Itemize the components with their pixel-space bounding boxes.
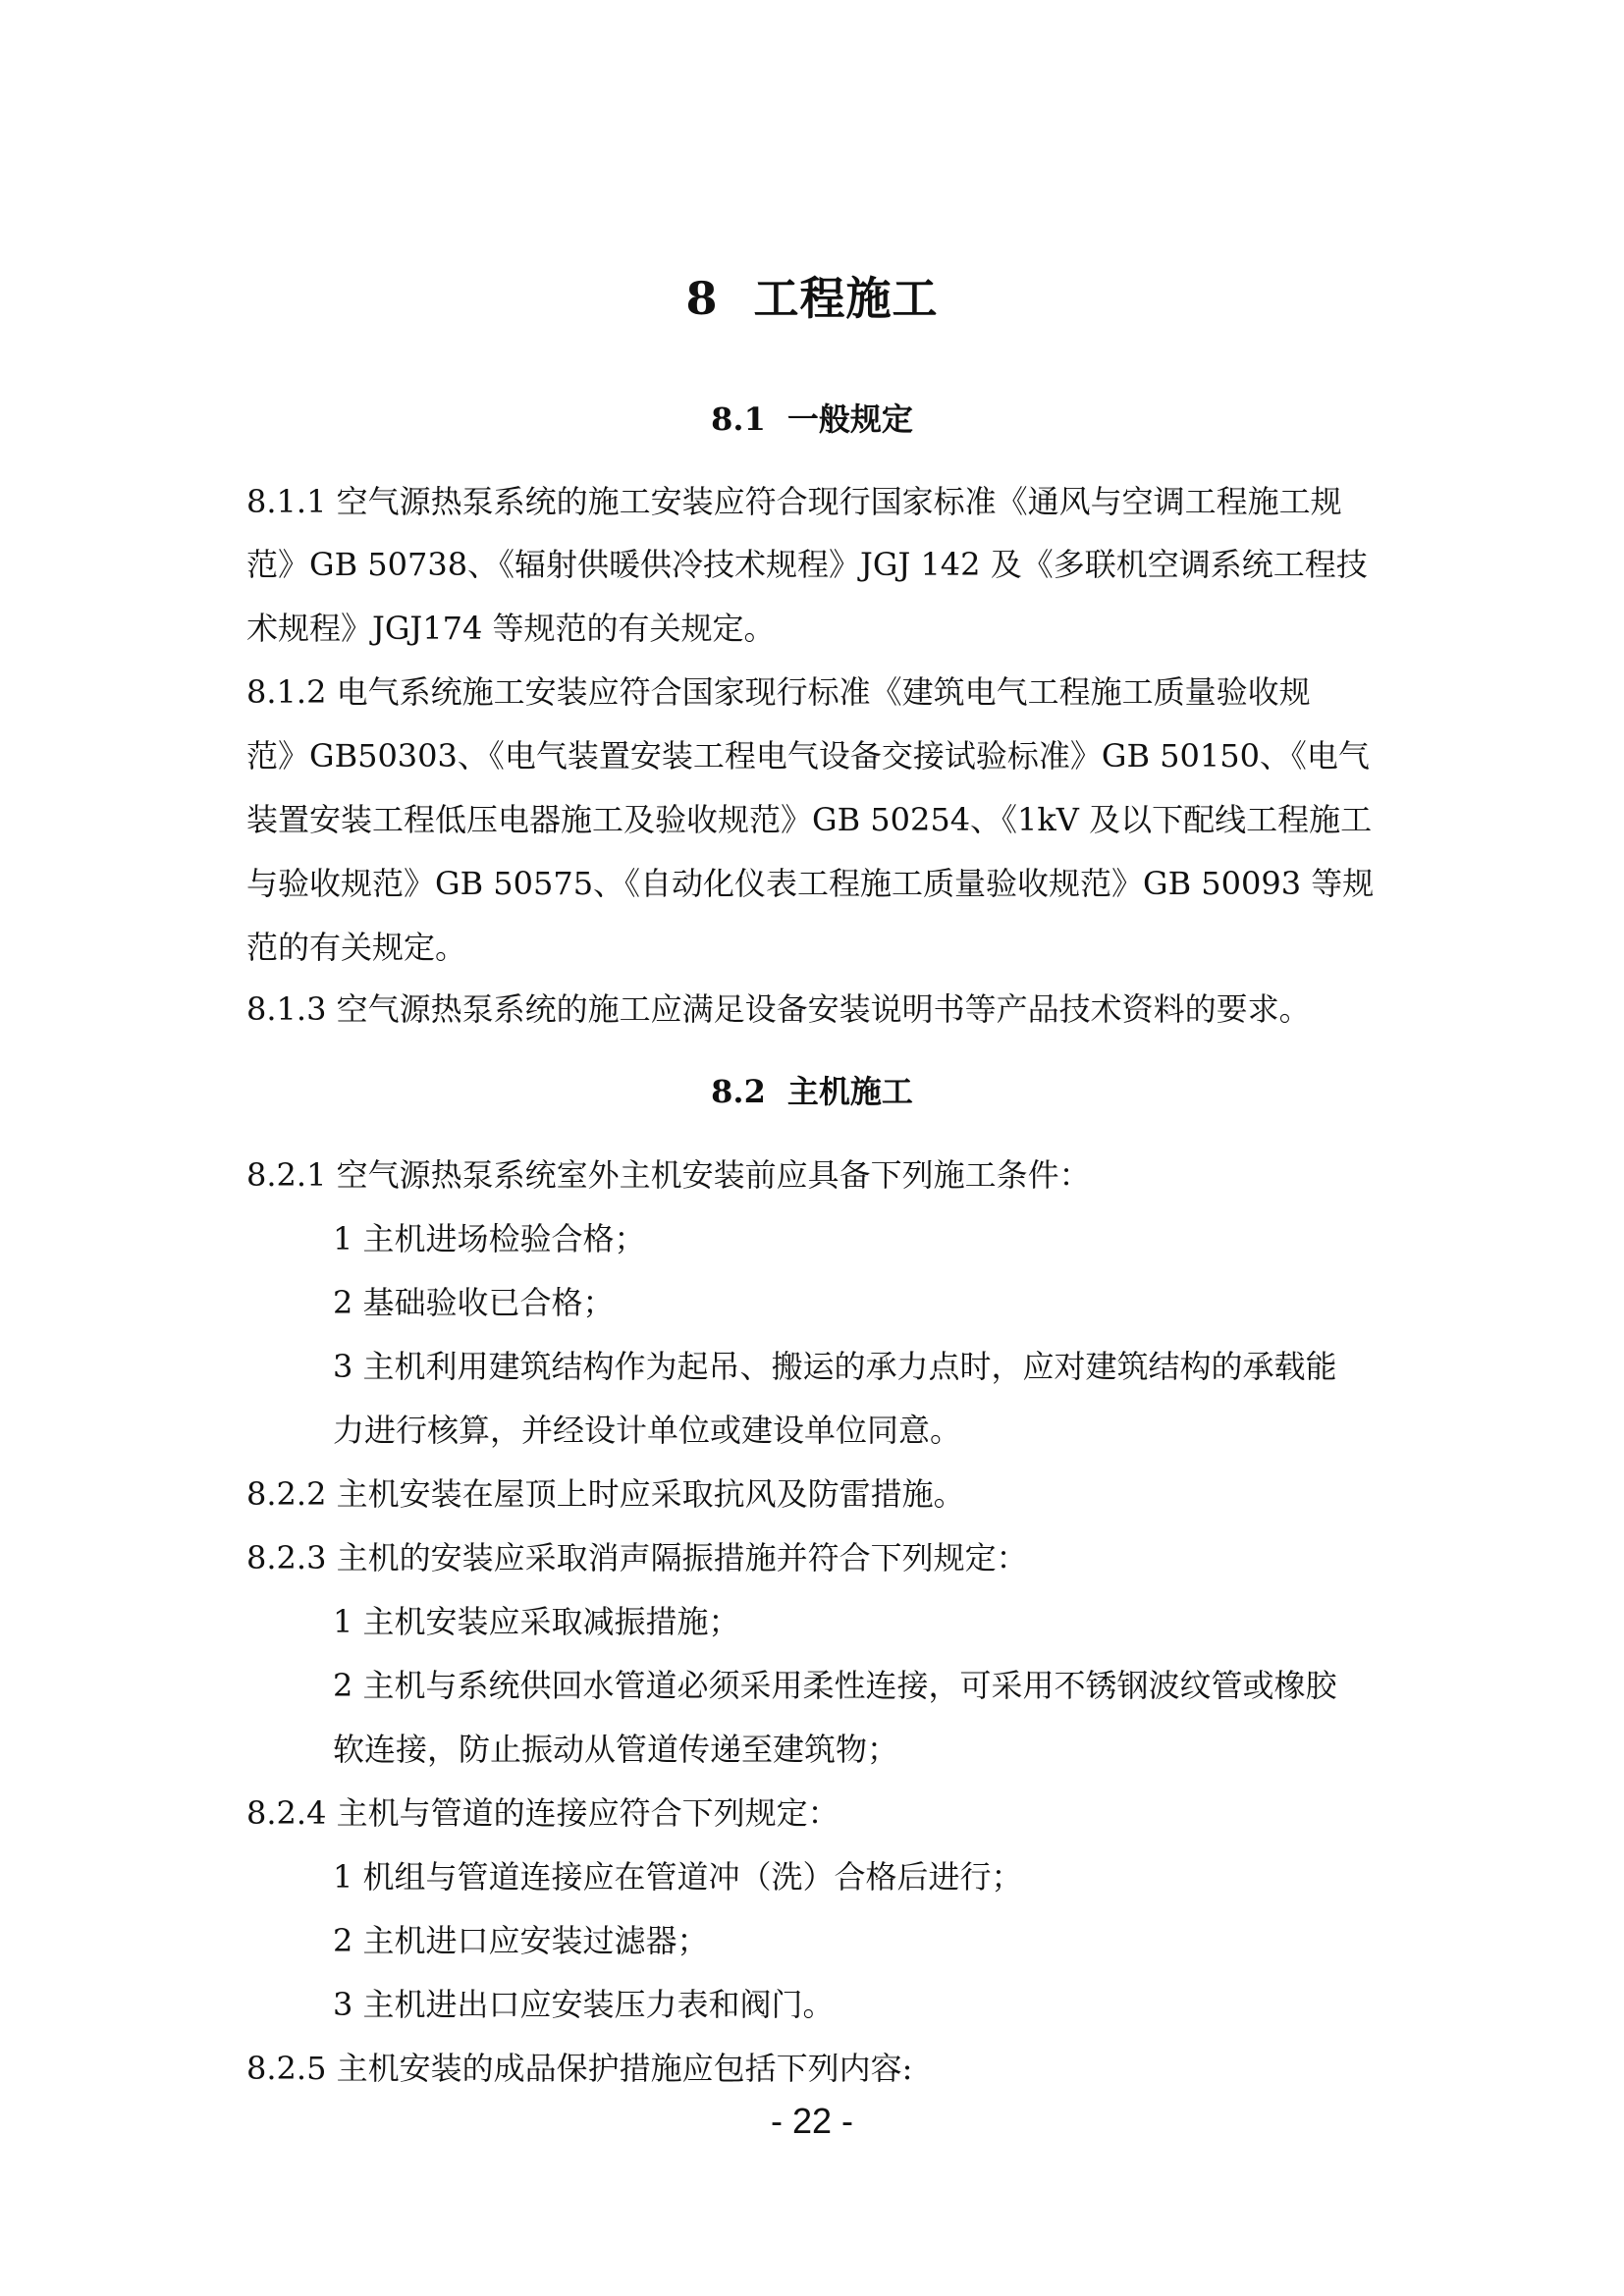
page-number: - 22 - — [770, 2101, 854, 2141]
chapter-heading — [0, 263, 1624, 328]
clause-8-1-2-line-3: 装置安装工程低压电器施工及验收规范》GB 50254、《1kV 及以下配线工程施工 — [246, 801, 1373, 838]
clause-8-2-5-line-1: 8.2.5 主机安装的成品保护措施应包括下列内容: — [246, 2050, 913, 2087]
list-item: 2 主机与系统供回水管道必须采用柔性连接，可采用不锈钢波纹管或橡胶 — [333, 1667, 1337, 1704]
clause-8-1-2-line-2: 范》GB50303、《电气装置安装工程电气设备交接试验标准》GB 50150、《电气 — [246, 737, 1370, 774]
section-title: 一般规定 — [786, 400, 913, 438]
list-item: 3 主机利用建筑结构作为起吊、搬运的承力点时，应对建筑结构的承载能 — [333, 1348, 1337, 1385]
clause-8-1-1-line-3: 术规程》JGJ174 等规范的有关规定。 — [246, 610, 776, 647]
clause-8-1-1-line-1: 8.1.1 空气源热泵系统的施工安装应符合现行国家标准《通风与空调工程施工规 — [246, 483, 1342, 520]
list-item: 3 主机进出口应安装压力表和阀门。 — [333, 1986, 835, 2023]
section-heading-8-1 — [0, 395, 1624, 440]
clause-8-1-1-line-2: 范》GB 50738、《辐射供暖供冷技术规程》JGJ 142 及《多联机空调系统工程技 — [246, 546, 1368, 583]
list-item: 1 主机进场检验合格； — [333, 1220, 646, 1257]
list-item-continuation: 软连接，防止振动从管道传递至建筑物； — [333, 1731, 899, 1768]
section-title: 主机施工 — [786, 1073, 913, 1110]
list-item: 2 主机进口应安装过滤器； — [333, 1922, 709, 1959]
clause-8-2-3-line-1: 8.2.3 主机的安装应采取消声隔振措施并符合下列规定： — [246, 1539, 1028, 1576]
clause-8-2-1-line-1: 8.2.1 空气源热泵系统室外主机安装前应具备下列施工条件： — [246, 1156, 1091, 1194]
list-item-continuation: 力进行核算，并经设计单位或建设单位同意。 — [333, 1412, 962, 1449]
list-item: 2 基础验收已合格； — [333, 1284, 615, 1321]
clause-8-2-4-line-1: 8.2.4 主机与管道的连接应符合下列规定： — [246, 1794, 839, 1832]
chapter-number: 8 — [685, 272, 719, 325]
list-item: 1 机组与管道连接应在管道冲（洗）合格后进行； — [333, 1858, 1023, 1896]
section-heading-8-2 — [0, 1067, 1624, 1112]
clause-8-1-3-line-1: 8.1.3 空气源热泵系统的施工应满足设备安装说明书等产品技术资料的要求。 — [246, 990, 1311, 1028]
section-number: 8.1 — [711, 400, 766, 438]
clause-8-2-2-line-1: 8.2.2 主机安装在屋顶上时应采取抗风及防雷措施。 — [246, 1475, 965, 1513]
clause-8-1-2-line-1: 8.1.2 电气系统施工安装应符合国家现行标准《建筑电气工程施工质量验收规 — [246, 673, 1311, 711]
chapter-title: 工程施工 — [753, 272, 939, 325]
clause-8-1-2-line-4: 与验收规范》GB 50575、《自动化仪表工程施工质量验收规范》GB 50093 等规 — [246, 865, 1375, 902]
clause-8-1-2-line-5: 范的有关规定。 — [246, 929, 467, 966]
section-number: 8.2 — [711, 1073, 766, 1110]
list-item: 1 主机安装应采取减振措施； — [333, 1603, 740, 1640]
